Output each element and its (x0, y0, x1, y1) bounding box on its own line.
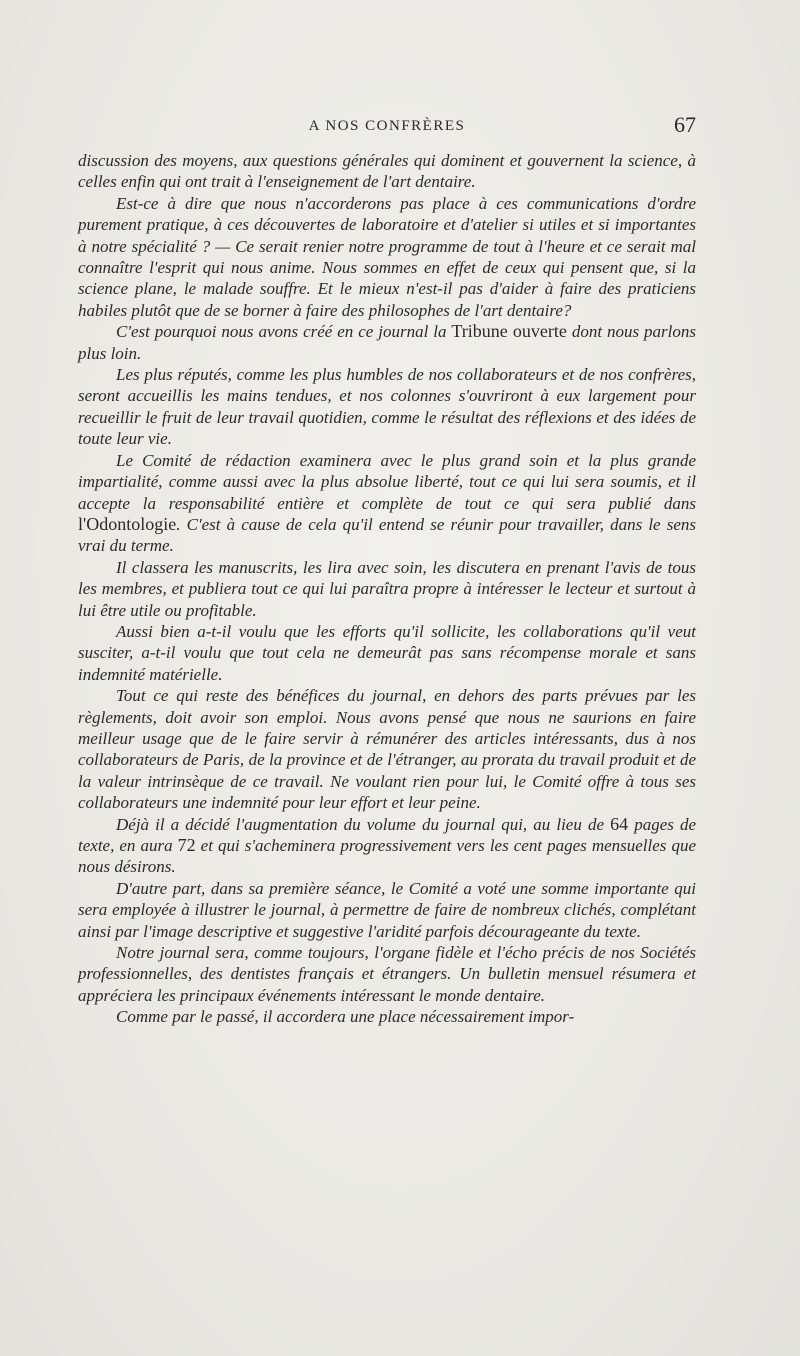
italic-text: Comme par le passé, il accordera une place nécessairement impor- (116, 1007, 575, 1027)
page-header (78, 112, 696, 140)
italic-text: Tout ce qui reste des bénéfices du journal, en dehors des parts prévues par les règlements, doit avoir son emploi. Nous avons pensé que nous ne saurions en faire meilleur usage que de le faire servir à rémunérer des articles intéressants, dus à nos collaborateurs de Paris, de la province et de l'étranger, au prorata du travail produit et de la valeur intrinsèque de ce travail. Ne voulant rien pour lui, le Comité offre à tous ses collaborateurs une indemnité pour leur effort et leur peine. (78, 686, 696, 813)
roman-text: 72 (177, 835, 196, 855)
italic-text: Déjà il a décidé l'augmentation du volume du journal qui, au lieu de (116, 814, 611, 834)
italic-text: Notre journal sera, comme toujours, l'organe fidèle et l'écho précis de nos Sociétés professionnelles, des dentistes français et étrangers. Un bulletin mensuel résumera et appréciera les principaux événements intéressant le monde dentaire. (78, 943, 696, 1005)
italic-text: pages de texte, en aura (78, 814, 696, 855)
paragraph (78, 621, 696, 685)
roman-text: l'Odontologie (78, 513, 177, 534)
italic-text: Est-ce à dire que nous n'accorderons pas place à ces communications d'ordre purement pratique, à ces découvertes de laboratoire et d'atelier si utiles et si importantes à notre spécialité ? — Ce serait renier notre programme de tout à l'heure et ce serait mal connaître l'esprit qui nous anime. Nous sommes en effet de ceux qui pensent que, si la science plane, le malade souffre. Et le mieux n'est-il pas d'aider à faire des praticiens habiles plutôt que de se borner à faire des philosophes de l'art dentaire? (78, 193, 696, 320)
page-number: 67 (674, 112, 696, 137)
paragraph (78, 150, 696, 193)
paragraph (78, 450, 696, 557)
paragraph (78, 321, 696, 364)
body-text (78, 150, 696, 1028)
paragraph (78, 557, 696, 621)
paragraph (78, 878, 696, 942)
italic-text: Aussi bien a-t-il voulu que les efforts qu'il sollicite, les collaborations qu'il veut susciter, a-t-il voulu que tout cela ne demeurât pas sans récompense morale et sans indemnité matérielle. (78, 621, 696, 684)
paragraph (78, 1006, 696, 1027)
roman-text: 64 (610, 813, 629, 834)
italic-text: et qui s'acheminera progressivement vers les cent pages mensuelles que nous désirons. (78, 836, 697, 877)
italic-text: D'autre part, dans sa première séance, le Comité a voté une somme importante qui sera employée à illustrer le journal, à permettre de faire de nombreux clichés, complétant ainsi par l'image descriptive et suggestive l'aridité parfois décourageante du texte. (78, 878, 696, 941)
italic-text: Il classera les manuscrits, les lira avec soin, les discutera en prenant l'avis de tous les membres, et publiera tout ce qui lui paraîtra propre à intéresser le lecteur et surtout à lui être utile ou profitable. (78, 557, 696, 620)
paragraph (78, 942, 696, 1006)
italic-text: . C'est à cause de cela qu'il entend se réunir pour travailler, dans le sens vrai du terme. (78, 514, 696, 556)
italic-text: Les plus réputés, comme les plus humbles de nos collaborateurs et de nos confrères, seront accueillis les mains tendues, et nos colonnes s'ouvriront à eux largement pour recueillir le fruit de leur travail quotidien, comme le résultat des réflexions et des idées de toute leur vie. (78, 365, 696, 449)
paragraph (78, 814, 696, 878)
paragraph (78, 193, 696, 321)
roman-text: Tribune ouverte (451, 321, 567, 342)
running-title: A NOS CONFRÈRES (308, 118, 466, 134)
paragraph (78, 685, 696, 813)
italic-text: dont nous parlons plus loin. (78, 322, 696, 363)
italic-text: C'est pourquoi nous avons créé en ce journal la (116, 322, 452, 342)
italic-text: Le Comité de rédaction examinera avec le plus grand soin et la plus grande impartialité, comme aussi avec la plus absolue liberté, tout ce qui lui sera soumis, et il accepte la responsabilité entière et complète de tout ce qui sera publié dans (78, 450, 696, 513)
paragraph (78, 364, 696, 450)
italic-text: discussion des moyens, aux questions générales qui dominent et gouvernent la science, à celles enfin qui ont trait à l'enseignement de l'art dentaire. (78, 151, 696, 192)
